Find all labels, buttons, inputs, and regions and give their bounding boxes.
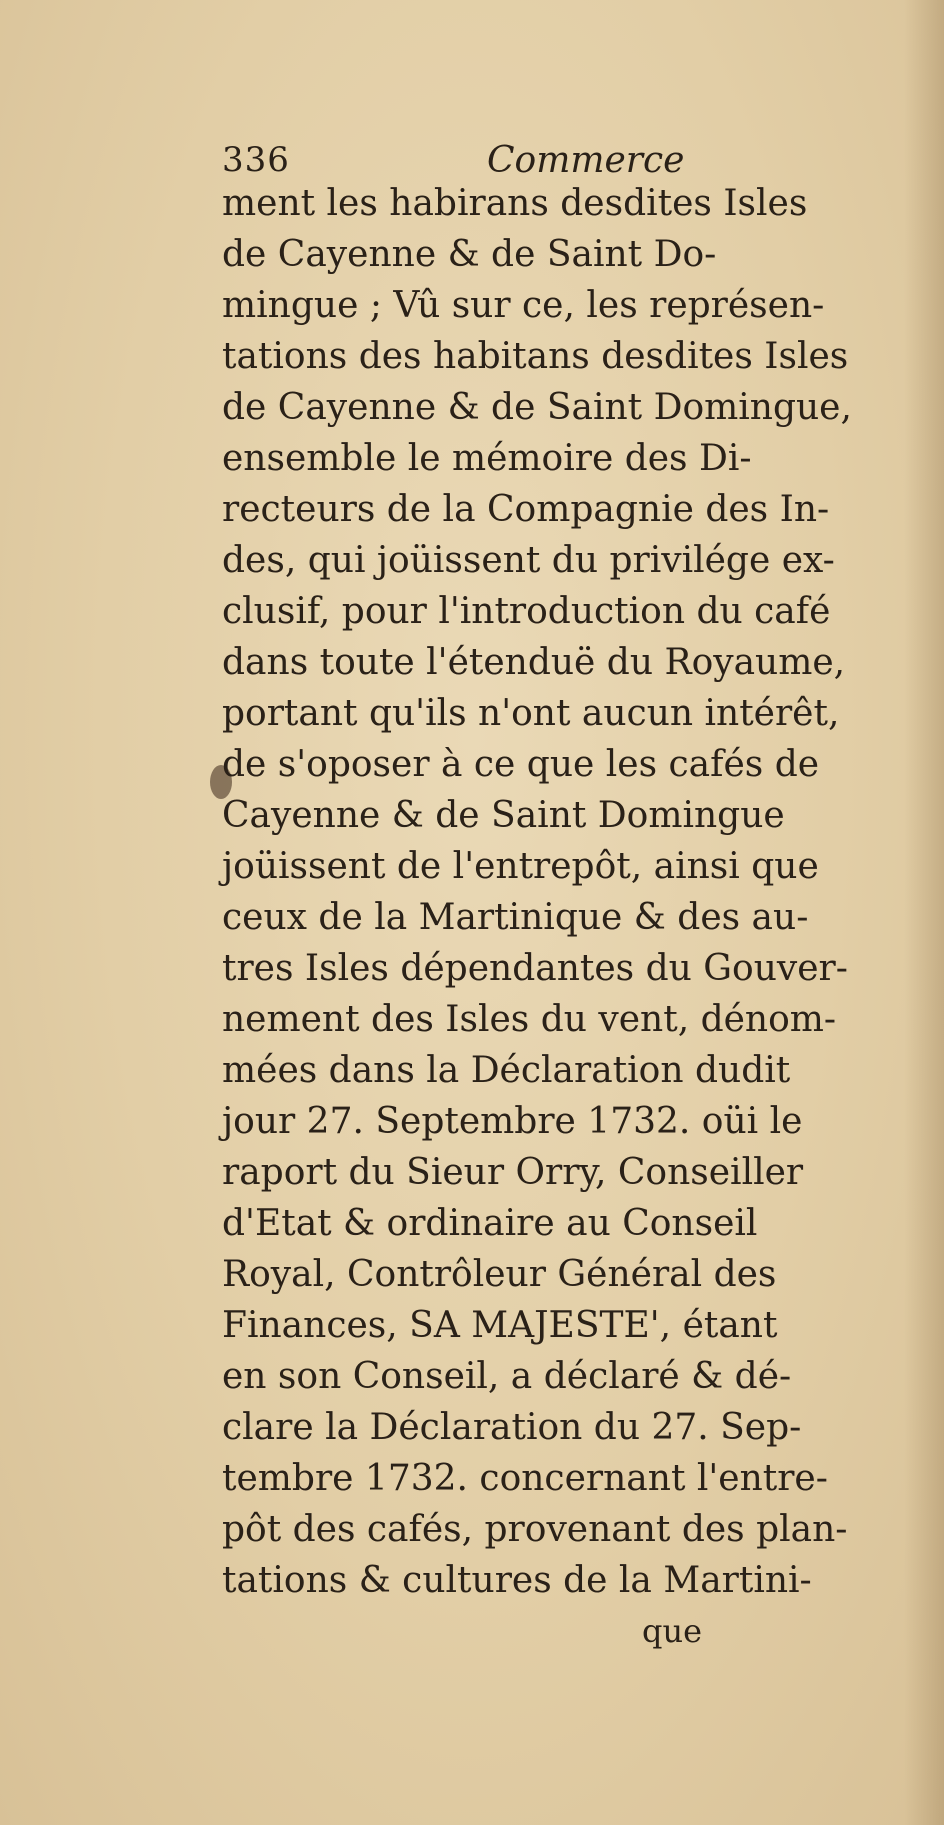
text-line-18: mées dans la Déclaration dudit <box>222 1050 791 1091</box>
text-line-7: recteurs de la Compagnie des In- <box>222 489 830 530</box>
text-line-1: ment les habirans desdites Isles <box>222 183 808 224</box>
text-line-20: raport du Sieur Orry, Conseiller <box>222 1152 804 1193</box>
text-line-15: ceux de la Martinique & des au- <box>222 897 809 938</box>
page-number: 336 <box>222 140 290 180</box>
text-line-17: nement des Isles du vent, dénom- <box>222 999 837 1040</box>
text-line-6: ensemble le mémoire des Di- <box>222 438 752 479</box>
text-line-10: dans toute l'étenduë du Royaume, <box>222 642 846 683</box>
text-line-16: tres Isles dépendantes du Gouver- <box>222 948 848 989</box>
text-line-4: tations des habitans desdites Isles <box>222 336 849 377</box>
text-line-2: de Cayenne & de Saint Do- <box>222 234 717 275</box>
body-text <box>222 178 922 1657</box>
text-line-3: mingue ; Vû sur ce, les représen- <box>222 285 825 326</box>
text-line-9: clusif, pour l'introduction du café <box>222 591 831 632</box>
text-line-19: jour 27. Septembre 1732. oüi le <box>222 1101 803 1142</box>
text-line-28: tations & cultures de la Martini- <box>222 1560 812 1601</box>
text-line-23: Finances, SA MAJESTE', étant <box>222 1305 778 1346</box>
text-line-14: joüissent de l'entrepôt, ainsi que <box>222 846 819 887</box>
text-line-13: Cayenne & de Saint Domingue <box>222 795 785 836</box>
text-line-22: Royal, Contrôleur Général des <box>222 1254 777 1295</box>
text-line-25: clare la Déclaration du 27. Sep- <box>222 1407 802 1448</box>
catchword: que <box>642 1612 703 1650</box>
text-line-8: des, qui joüissent du privilége ex- <box>222 540 835 581</box>
text-line-24: en son Conseil, a déclaré & dé- <box>222 1356 792 1397</box>
text-line-12: de s'oposer à ce que les cafés de <box>222 744 820 785</box>
text-line-5: de Cayenne & de Saint Domingue, <box>222 387 852 428</box>
text-line-21: d'Etat & ordinaire au Conseil <box>222 1203 758 1244</box>
text-line-26: tembre 1732. concernant l'entre- <box>222 1458 828 1499</box>
running-head: Commerce <box>487 140 685 181</box>
text-line-11: portant qu'ils n'ont aucun intérêt, <box>222 693 840 734</box>
text-line-27: pôt des cafés, provenant des plan- <box>222 1509 848 1550</box>
